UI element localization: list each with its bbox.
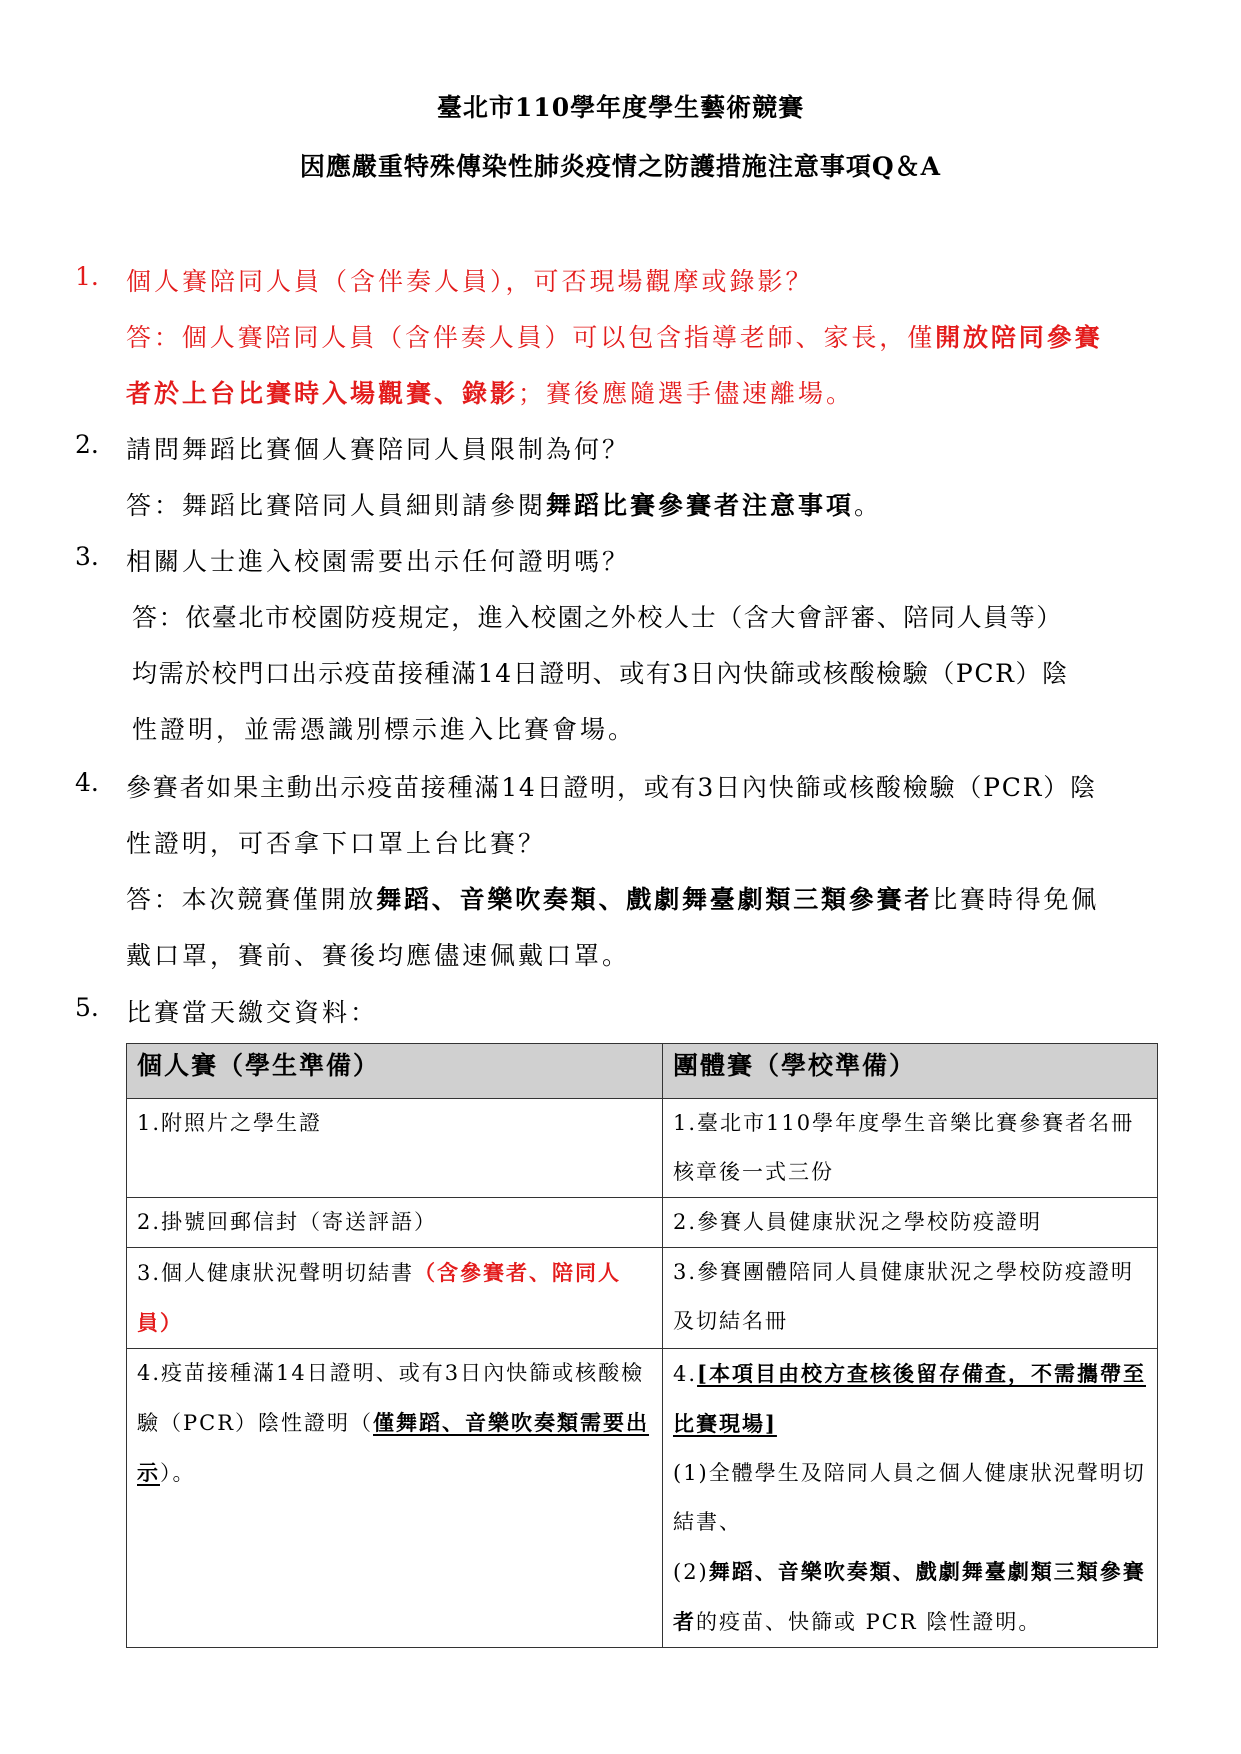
q1-number: 1.	[75, 262, 99, 291]
q5-question: 比賽當天繳交資料：	[126, 998, 379, 1027]
q3-answer-line2: 均需於校門口出示疫苗接種滿14日證明、或有3日內快篩或核酸檢驗（PCR）陰	[132, 659, 1069, 688]
q2-question: 請問舞蹈比賽個人賽陪同人員限制為何？	[126, 435, 631, 464]
table-cell: 1.臺北市110學年度學生音樂比賽參賽者名冊核章後一式三份	[663, 1099, 1158, 1198]
table-row	[127, 1099, 1158, 1198]
q3-question: 相關人士進入校園需要出示任何證明嗎？	[126, 547, 631, 576]
q4-answer-line2: 戴口罩，賽前、賽後均應儘速佩戴口罩。	[126, 941, 631, 970]
document-title: 臺北市110學年度學生藝術競賽	[436, 93, 805, 122]
q4-number: 4.	[75, 768, 99, 797]
table-cell-paragraph: 4.[本項目由校方查核後留存備查，不需攜帶至比賽現場]	[673, 1361, 1146, 1436]
q4-answer-emphasis: 舞蹈、音樂吹奏類、戲劇舞臺劇類三類參賽者	[376, 885, 933, 914]
q1-question: 個人賽陪同人員（含伴奏人員），可否現場觀摩或錄影？	[126, 267, 814, 296]
table-header-individual: 個人賽（學生準備）	[127, 1044, 663, 1099]
q5-number: 5.	[75, 993, 99, 1022]
table-row	[127, 1349, 1158, 1648]
table-cell-emphasis: （含參賽者、陪同人員）	[137, 1260, 622, 1335]
table-cell: 2.參賽人員健康狀況之學校防疫證明	[663, 1198, 1158, 1248]
table-header-row	[127, 1044, 1158, 1099]
q4-answer-line1: 答：本次競賽僅開放舞蹈、音樂吹奏類、戲劇舞臺劇類三類參賽者比賽時得免佩	[126, 885, 1100, 914]
table-header-group: 團體賽（學校準備）	[663, 1044, 1158, 1099]
q3-number: 3.	[75, 542, 99, 571]
table-cell: 3.個人健康狀況聲明切結書（含參賽者、陪同人員）	[127, 1248, 663, 1349]
submission-table	[126, 1043, 1158, 1648]
q4-question-line2: 性證明，可否拿下口罩上台比賽？	[126, 829, 547, 858]
table-cell-paragraph: (1)全體學生及陪同人員之個人健康狀況聲明切結書、	[673, 1461, 1146, 1534]
table-cell: 1.附照片之學生證	[127, 1099, 663, 1198]
document-subtitle: 因應嚴重特殊傳染性肺炎疫情之防護措施注意事項Q＆A	[299, 152, 942, 181]
table-cell	[663, 1349, 1158, 1648]
q1-answer-line1: 答：個人賽陪同人員（含伴奏人員）可以包含指導老師、家長，僅開放陪同參賽	[126, 323, 1103, 352]
table-row	[127, 1198, 1158, 1248]
q2-answer: 答：舞蹈比賽陪同人員細則請參閱舞蹈比賽參賽者注意事項。	[126, 491, 883, 520]
table-cell-emphasis: 舞蹈、音樂吹奏類、戲劇舞臺劇類三類參賽者	[673, 1559, 1146, 1634]
q2-number: 2.	[75, 430, 99, 459]
q3-answer-line1: 答：依臺北市校園防疫規定，進入校園之外校人士（含大會評審、陪同人員等）	[132, 603, 1064, 632]
table-cell: 4.疫苗接種滿14日證明、或有3日內快篩或核酸檢驗（PCR）陰性證明（僅舞蹈、音樂吹奏類需要出示）。	[127, 1349, 663, 1648]
table-cell: 2.掛號回郵信封（寄送評語）	[127, 1198, 663, 1248]
table-cell: 3.參賽團體陪同人員健康狀況之學校防疫證明及切結名冊	[663, 1248, 1158, 1349]
table-cell-emphasis: 僅舞蹈、音樂吹奏類需要出示	[137, 1410, 650, 1485]
table-cell-paragraph: (2)舞蹈、音樂吹奏類、戲劇舞臺劇類三類參賽者的疫苗、快篩或 PCR 陰性證明。	[673, 1559, 1146, 1634]
q3-answer-line3: 性證明，並需憑識別標示進入比賽會場。	[132, 715, 637, 744]
table-cell-emphasis: [本項目由校方查核後留存備查，不需攜帶至比賽現場]	[673, 1361, 1146, 1436]
table-row	[127, 1248, 1158, 1349]
q1-answer-emphasis: 開放陪同參賽	[935, 323, 1103, 352]
q4-question-line1: 參賽者如果主動出示疫苗接種滿14日證明，或有3日內快篩或核酸檢驗（PCR）陰	[126, 773, 1097, 802]
q2-answer-emphasis: 舞蹈比賽參賽者注意事項	[546, 491, 855, 520]
q1-answer-line2: 者於上台比賽時入場觀賽、錄影；賽後應隨選手儘速離場。	[126, 379, 855, 408]
